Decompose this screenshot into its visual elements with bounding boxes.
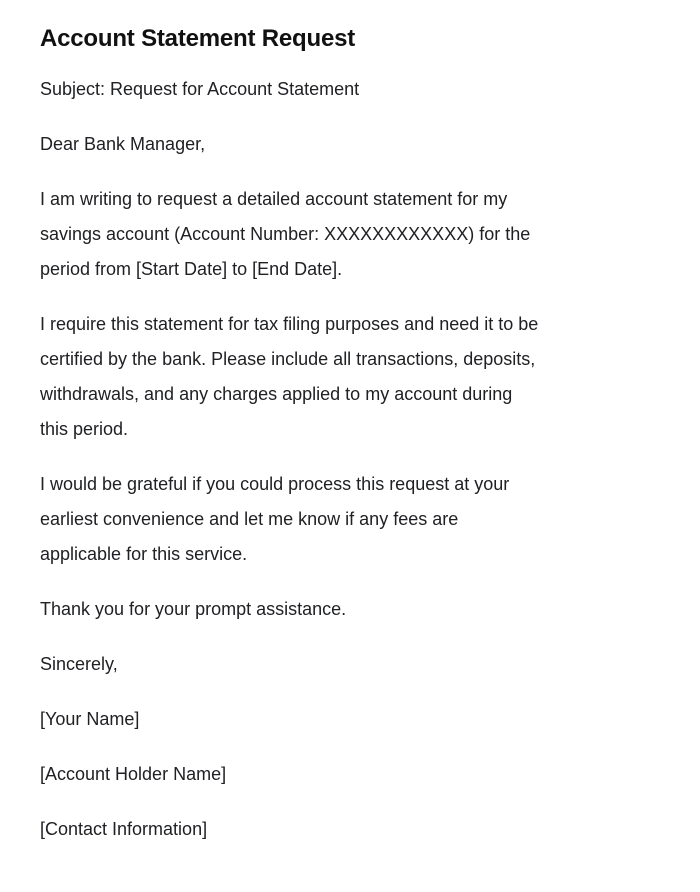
body-paragraph-request [40, 182, 660, 287]
text-line: [Your Name] [40, 709, 140, 729]
body-paragraph-purpose [40, 307, 660, 447]
text-line: I would be grateful if you could process this request at your [40, 474, 510, 494]
signoff [40, 647, 660, 682]
salutation [40, 127, 660, 162]
text-line: this period. [40, 419, 129, 439]
text-line: earliest convenience and let me know if any fees are [40, 509, 459, 529]
text-line: Sincerely, [40, 654, 118, 674]
text-line: Thank you for your prompt assistance. [40, 599, 347, 619]
text-line: I am writing to request a detailed account statement for my [40, 189, 508, 209]
body-paragraph-processing [40, 467, 660, 572]
text-line: Subject: Request for Account Statement [40, 79, 360, 99]
text-line: I require this statement for tax filing purposes and need it to be [40, 314, 539, 334]
text-line: savings account (Account Number: XXXXXXXXXXXX) for the [40, 224, 531, 244]
text-line: certified by the bank. Please include all transactions, deposits, [40, 349, 536, 369]
text-line: applicable for this service. [40, 544, 248, 564]
text-line: withdrawals, and any charges applied to my account during [40, 384, 513, 404]
signature-your-name [40, 702, 660, 737]
text-line: [Contact Information] [40, 819, 208, 839]
text-line: [Account Holder Name] [40, 764, 227, 784]
text-line: period from [Start Date] to [End Date]. [40, 259, 343, 279]
closing-thanks [40, 592, 660, 627]
page-title: Account Statement Request [40, 25, 356, 52]
signature-account-holder-name [40, 757, 660, 792]
subject-line [40, 72, 660, 107]
text-line: Dear Bank Manager, [40, 134, 206, 154]
signature-contact-information [40, 812, 660, 847]
